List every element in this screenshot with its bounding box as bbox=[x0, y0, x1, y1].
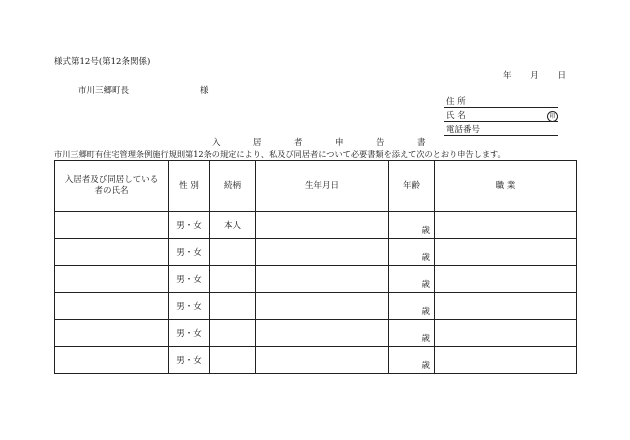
name-cell[interactable] bbox=[55, 266, 169, 293]
addressee-honorific: 様 bbox=[200, 86, 209, 96]
header-occupation: 職 業 bbox=[435, 161, 577, 212]
intro-text: 市川三郷町有住宅管理条例施行規則第12条の規定により、私及び同居者について必要書類を添えて次のとおり申告します。 bbox=[54, 149, 506, 159]
table-row bbox=[55, 293, 577, 320]
relation-cell[interactable] bbox=[210, 239, 256, 266]
birthdate-cell[interactable] bbox=[256, 320, 389, 347]
birthdate-cell[interactable] bbox=[256, 212, 389, 239]
age-unit: 歳 bbox=[421, 226, 430, 236]
age-unit: 歳 bbox=[421, 280, 430, 290]
age-cell[interactable] bbox=[389, 320, 435, 347]
age-cell[interactable] bbox=[389, 293, 435, 320]
occupation-cell[interactable] bbox=[435, 266, 577, 293]
occupation-cell[interactable] bbox=[435, 239, 577, 266]
address-line bbox=[444, 107, 558, 108]
age-unit: 歳 bbox=[421, 334, 430, 344]
form-number: 様式第12号(第12条関係) bbox=[54, 57, 151, 67]
name-cell[interactable] bbox=[55, 239, 169, 266]
name-label: 氏 名 bbox=[446, 111, 466, 121]
phone-line bbox=[444, 135, 558, 136]
sex-cell[interactable]: 男・女 bbox=[169, 239, 210, 266]
header-relation: 続柄 bbox=[210, 161, 256, 212]
phone-label: 電話番号 bbox=[446, 125, 481, 135]
occupation-cell[interactable] bbox=[435, 320, 577, 347]
sex-cell[interactable]: 男・女 bbox=[169, 347, 210, 374]
name-cell[interactable] bbox=[55, 293, 169, 320]
age-cell[interactable] bbox=[389, 266, 435, 293]
table-row bbox=[55, 212, 577, 239]
doc-title-char-1: 入 bbox=[212, 138, 221, 148]
relation-cell[interactable] bbox=[210, 347, 256, 374]
age-cell[interactable] bbox=[389, 347, 435, 374]
header-name: 入居者及び同居している者の氏名 bbox=[55, 161, 169, 212]
relation-cell[interactable] bbox=[210, 320, 256, 347]
sex-cell[interactable]: 男・女 bbox=[169, 212, 210, 239]
date-line bbox=[503, 71, 566, 81]
table-row bbox=[55, 239, 577, 266]
relation-cell[interactable]: 本人 bbox=[210, 212, 256, 239]
sex-cell[interactable]: 男・女 bbox=[169, 320, 210, 347]
table-row bbox=[55, 347, 577, 374]
age-unit: 歳 bbox=[421, 361, 430, 371]
doc-title-char-2: 居 bbox=[253, 138, 262, 148]
sex-cell[interactable]: 男・女 bbox=[169, 266, 210, 293]
name-cell[interactable] bbox=[55, 320, 169, 347]
birthdate-cell[interactable] bbox=[256, 239, 389, 266]
birthdate-cell[interactable] bbox=[256, 293, 389, 320]
name-cell[interactable] bbox=[55, 212, 169, 239]
name-line bbox=[444, 121, 558, 122]
birthdate-cell[interactable] bbox=[256, 347, 389, 374]
sex-cell[interactable]: 男・女 bbox=[169, 293, 210, 320]
doc-title-char-5: 告 bbox=[376, 138, 385, 148]
table-row bbox=[55, 266, 577, 293]
birthdate-cell[interactable] bbox=[256, 266, 389, 293]
address-label: 住 所 bbox=[446, 97, 466, 107]
relation-cell[interactable] bbox=[210, 266, 256, 293]
age-unit: 歳 bbox=[421, 307, 430, 317]
occupation-cell[interactable] bbox=[435, 347, 577, 374]
doc-title-char-3: 者 bbox=[294, 138, 303, 148]
age-cell[interactable] bbox=[389, 212, 435, 239]
table-header-row bbox=[55, 161, 577, 212]
header-sex: 性 別 bbox=[169, 161, 210, 212]
date-year-label: 年 bbox=[503, 71, 512, 81]
relation-cell[interactable] bbox=[210, 293, 256, 320]
occupation-cell[interactable] bbox=[435, 212, 577, 239]
table-row bbox=[55, 320, 577, 347]
header-age: 年齢 bbox=[389, 161, 435, 212]
doc-title-char-6: 書 bbox=[417, 138, 426, 148]
name-cell[interactable] bbox=[55, 347, 169, 374]
addressee: 市川三郷町長 bbox=[78, 86, 130, 96]
date-day-label: 日 bbox=[557, 71, 566, 81]
occupation-cell[interactable] bbox=[435, 293, 577, 320]
doc-title-char-4: 申 bbox=[335, 138, 344, 148]
age-unit: 歳 bbox=[421, 253, 430, 263]
household-table bbox=[54, 160, 577, 374]
header-birthdate: 生年月日 bbox=[256, 161, 389, 212]
date-month-label: 月 bbox=[530, 71, 539, 81]
seal-mark: 印 bbox=[547, 111, 558, 122]
age-cell[interactable] bbox=[389, 239, 435, 266]
